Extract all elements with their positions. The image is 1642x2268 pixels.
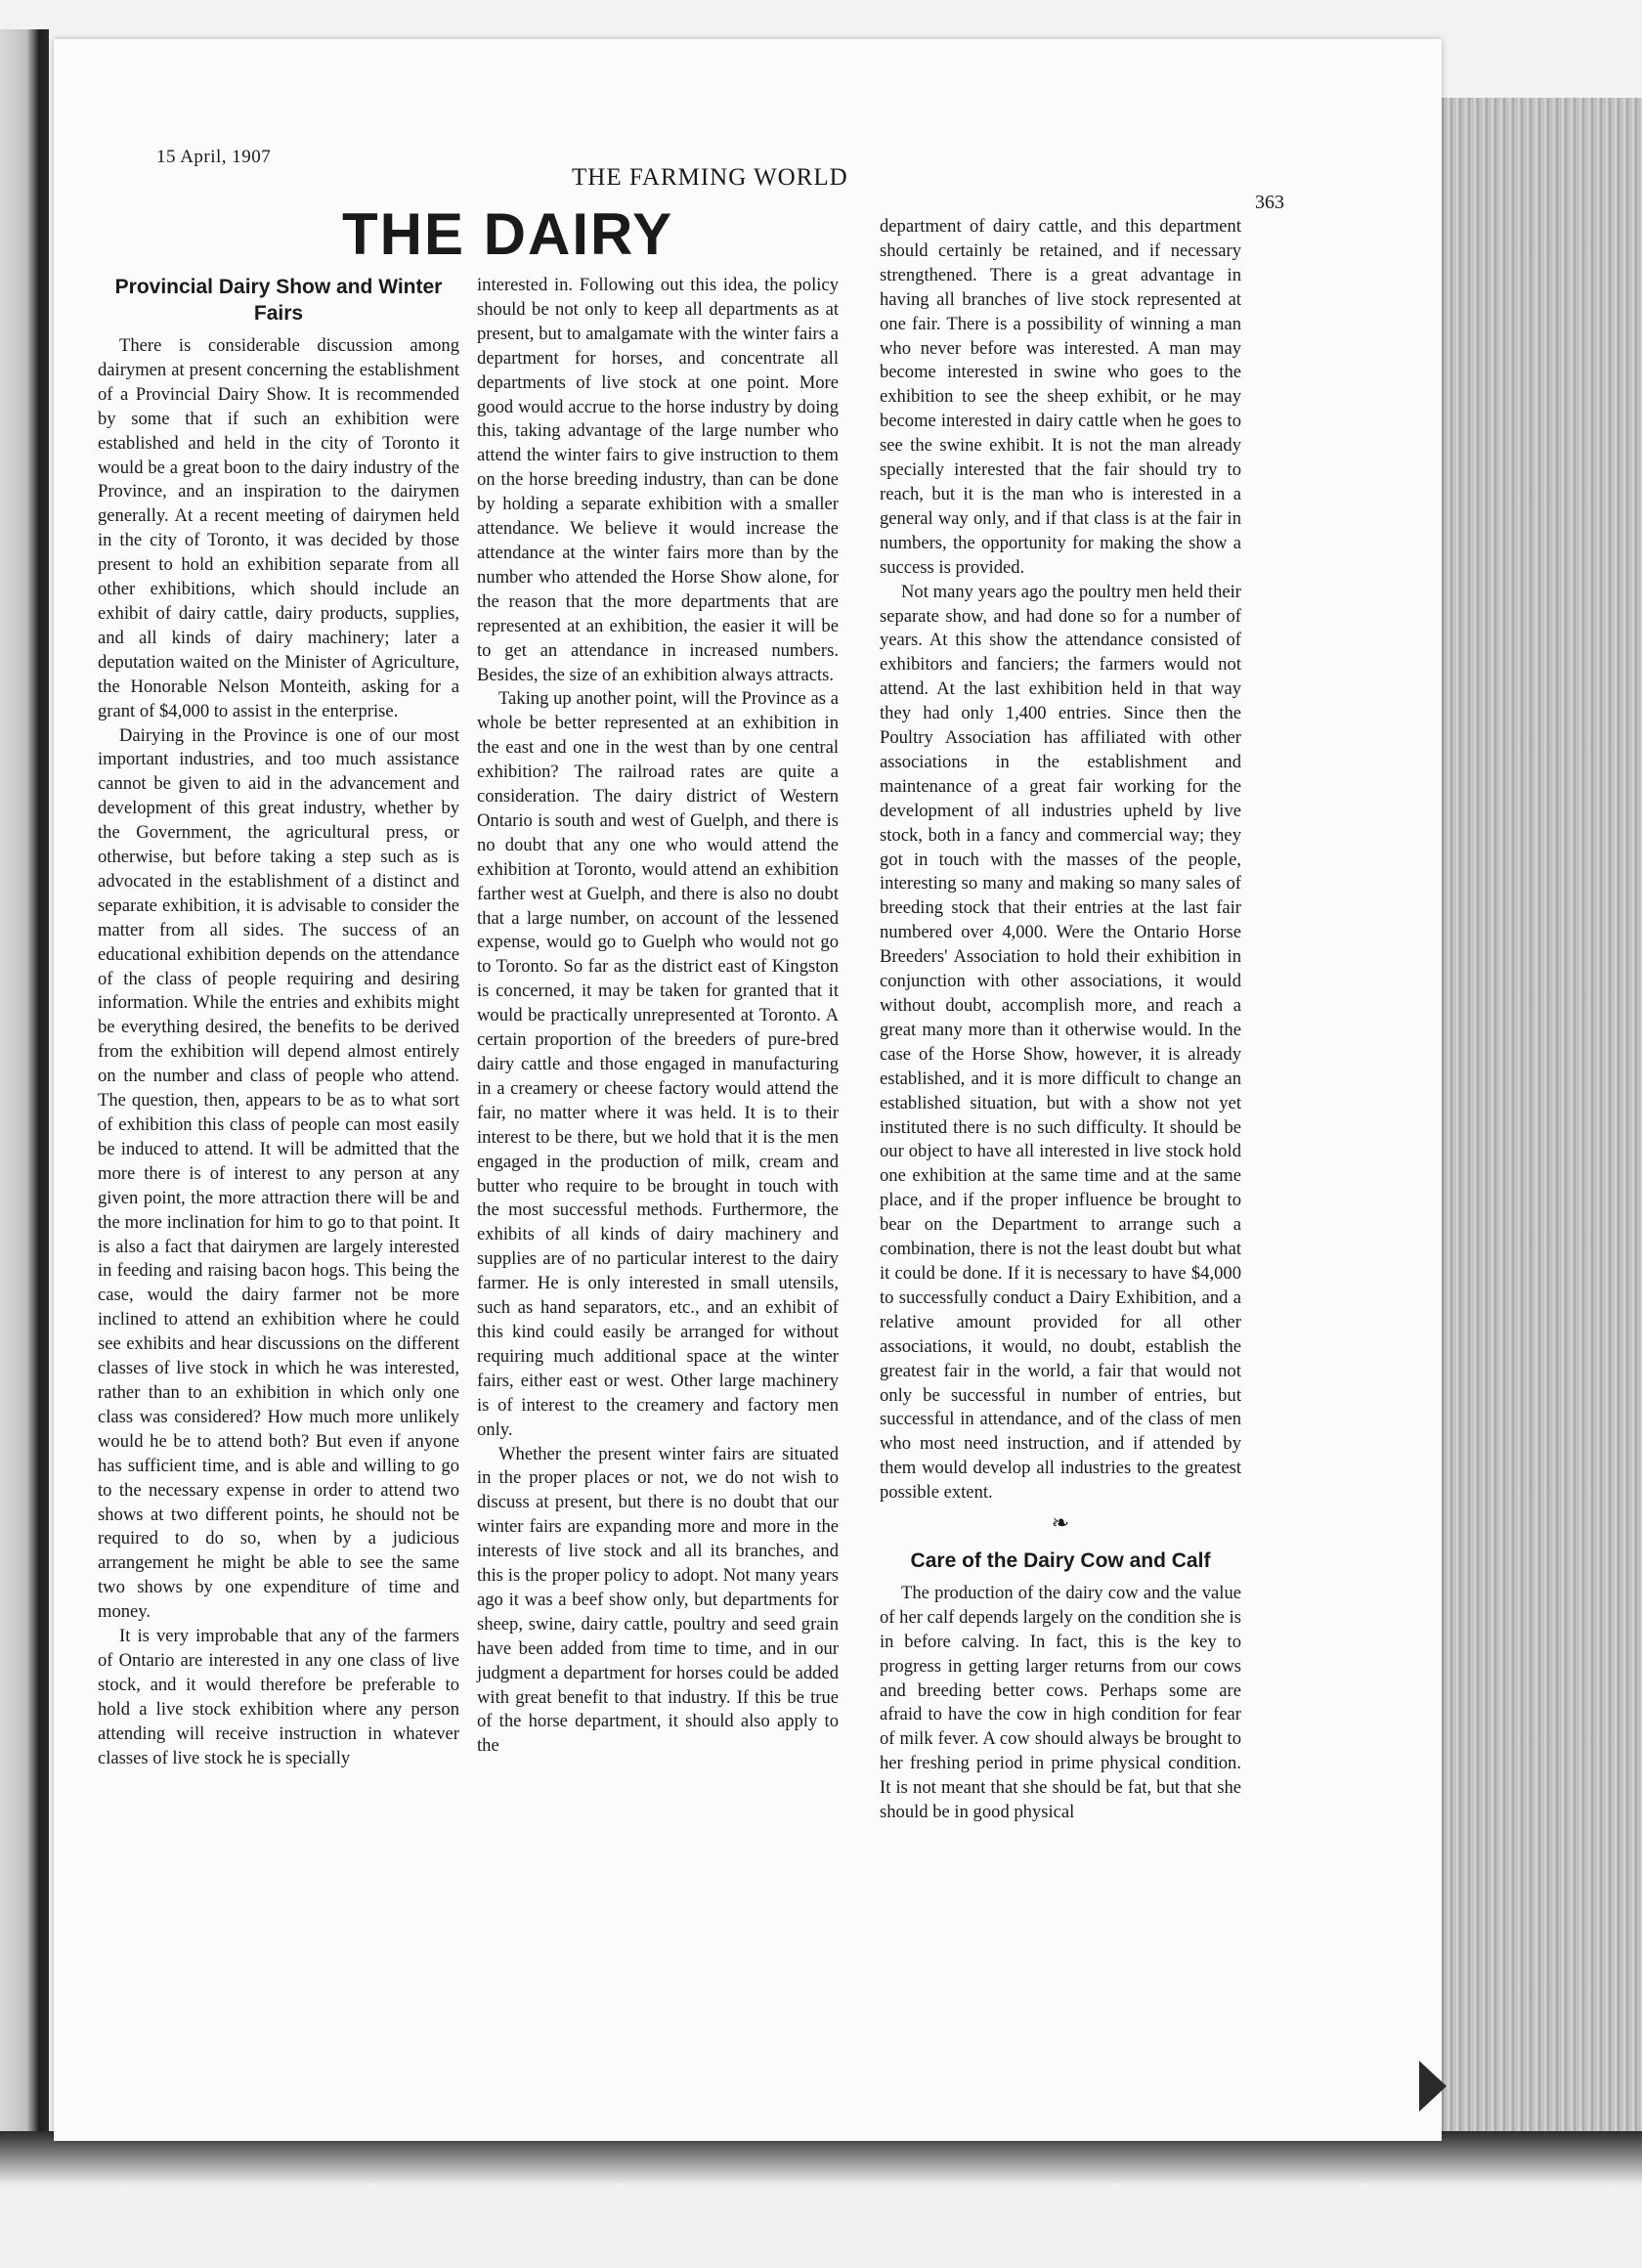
column-3 [880,215,1241,1825]
page-number: 363 [1255,192,1284,213]
column-2 [477,274,839,1759]
page-marker-icon [1419,2061,1447,2112]
article-heading: Care of the Dairy Cow and Calf [910,1548,1211,1572]
running-title: THE FARMING WORLD [572,164,848,191]
paragraph: department of dairy cattle, and this department should certainly be retained, and if necessary strengthened. There is a great advantage in having all branches of live stock represented at one fair. There is a possibility of winning a man who never before was interested. A man may become interested in swine who goes to the exhibition to see the sheep exhibit, or he may become interested in dairy cattle when he goes to see the swine exhibit. It is not the man already specially interested that the fair should try to reach, but it is the man who is interested in a general way only, and if that class is at the fair in numbers, the opportunity for making the show a success is provided. [880,216,1241,578]
section-title: THE DAIRY [342,201,674,267]
paragraph: Whether the present winter fairs are situated in the proper places or not, we do not wish to discuss at present, but there is no doubt that our winter fairs are expanding more and more in the interests of live stock and all its branches, and this is the proper policy to adopt. Not many years ago it was a beef show only, but departments for sheep, swine, dairy cattle, poultry and seed grain have been added from time to time, and in our judgment a department for horses could be added with great benefit to that industry. If this be true of the horse department, it should also apply to the [477,1443,839,1757]
paragraph: It is very improbable that any of the farmers of Ontario are interested in any one class of live stock, and it would therefore be preferable to hold a live stock exhibition where any person attending will receive instruction in whatever classes of live stock he is specially [98,1626,459,1768]
book-edge [1437,98,1642,2131]
paragraph: Not many years ago the poultry men held their separate show, and had done so for a number of years. At this show the attendance consisted of exhibitors and fanciers; the farmers would not attend. At the last exhibition held in that way they had only 1,400 entries. Since then the Poultry Association has affiliated with other associations in the establishment and maintenance of a great fair working for the development of all industries upheld by live stock, both in a fancy and commercial way; they got in touch with the masses of the people, interesting so many and making so many sales of breeding stock that their entries at the last fair numbered over 4,000. Were the Ontario Horse Breeders' Association to hold their exhibition in conjunction with other associations, it would without doubt, accomplish more, and reach a great many more than it otherwise would. In the case of the Horse Show, however, it is already established, and it is more difficult to change an established situation, but with a show not yet instituted there is no such difficulty. It should be our object to have all interested in live stock hold one exhibition at the same time and at the same place, and if the proper influence be brought to bear on the Department to arrange such a combination, there is not the least doubt but what it could be done. If it is necessary to have $4,000 to successfully conduct a Dairy Exhibition, and a relative amount provided for all other associations, it would, no doubt, establish the greatest fair in the world, a fair that would not only be successful in number of entries, but successful in attendance, and of the class of men who most need instruction, and if attended by them would develop all industries to the greatest possible extent. [880,581,1241,1504]
article-heading: Provincial Dairy Show and Winter Fairs [114,276,443,325]
ornament-icon: ❧ [1051,1510,1070,1536]
issue-date: 15 April, 1907 [156,147,272,167]
paragraph: The production of the dairy cow and the value of her calf depends largely on the condition she is in before calving. In fact, this is the key to progress in getting larger returns from our cows and breeding better cows. Perhaps some are afraid to have the cow in high condition for fear of milk fever. A cow should always be brought to her freshing period in prime physical condition. It is not meant that she should be fat, but that she should be in good physical [880,1582,1241,1823]
bottom-shadow [0,2131,1642,2268]
paragraph: interested in. Following out this idea, the policy should be not only to keep all departments as at present, but to amalgamate with the winter fairs a department for horses, and concentrate all departments of live stock at one point. More good would accrue to the horse industry by doing this, taking advantage of the large number who attend the winter fairs to give instruction to them on the horse breeding industry, than can be done by holding a separate exhibition with a smaller attendance. We believe it would increase the attendance at the winter fairs more than by the number who attended the Horse Show alone, for the reason that the more departments that are represented at an exhibition, the easier it will be to get an attendance in increased numbers. Besides, the size of an exhibition always attracts. [477,275,839,685]
paragraph: There is considerable discussion among dairymen at present concerning the establishment of a Provincial Dairy Show. It is recommended by some that if such an exhibition were established and held in the city of Toronto it would be a great boon to the dairy industry of the Province, and an inspiration to the dairymen generally. At a recent meeting of dairymen held in the city of Toronto, it was decided by those present to hold an exhibition separate from all other exhibitions, which should include an exhibit of dairy cattle, dairy products, supplies, and all kinds of dairy machinery; later a deputation waited on the Minister of Agriculture, the Honorable Nelson Monteith, asking for a grant of $4,000 to assist in the enterprise. [98,335,459,721]
paragraph: Dairying in the Province is one of our most important industries, and too much assistance cannot be given to aid in the advancement and development of this great industry, whether by the Government, the agricultural press, or otherwise, but before taking a step such as is advocated in the establishment of a distinct and separate exhibition, it is advisable to consider the matter from all sides. The success of an educational exhibition depends on the attendance of the class of people requiring and desiring information. While the entries and exhibits might be everything desired, the benefits to be derived from the exhibition will depend almost entirely on the number and class of people who attend. The question, then, appears to be as to what sort of exhibition this class of people can most easily be induced to attend. It will be admitted that the more there is of interest to any person at any given point, the more attraction there will be and the more inclination for him to go to that point. It is also a fact that dairymen are largely interested in feeding and raising bacon hogs. This being the case, would the dairy farmer not be more inclined to attend an exhibition where he could see exhibits and hear discussions on the different classes of live stock in which he was interested, rather than to an exhibition in which only one class was considered? How much more unlikely would he be to attend both? But even if anyone has sufficient time, and is able and willing to go to the necessary expense in order to attend two shows at two different points, he should not be required to do so, when by a judicious arrangement he might be able to see the same two shows by one expenditure of time and money. [98,724,459,1623]
paragraph: Taking up another point, will the Province as a whole be better represented at an exhibition in the east and one in the west than by one central exhibition? The railroad rates are quite a consideration. The dairy district of Western Ontario is south and west of Guelph, and there is no doubt that any one who would attend the exhibition at Toronto, would attend an exhibition farther west at Guelph, and there is also no doubt that a large number, on account of the lessened expense, would go to Guelph who would not go to Toronto. So far as the district east of Kingston is concerned, it may be taken for granted that it would be practically unrepresented at Toronto. A certain proportion of the breeders of pure-bred dairy cattle and those engaged in manufacturing in a creamery or cheese factory would attend the fair, no matter where it was held. It is to their interest to be there, but we hold that it is the men engaged in the production of milk, cream and butter who require to be brought in touch with the most successful methods. Furthermore, the exhibits of all kinds of dairy machinery and supplies are of no particular interest to the dairy farmer. He is only interested in small utensils, such as hand separators, etc., and an exhibit of this kind could easily be arranged for without requiring much additional space at the winter fairs, either east or west. Other large machinery is of interest to the creamery and factory men only. [477,688,839,1440]
left-page-edge [0,29,49,2131]
column-1 [98,274,459,1770]
